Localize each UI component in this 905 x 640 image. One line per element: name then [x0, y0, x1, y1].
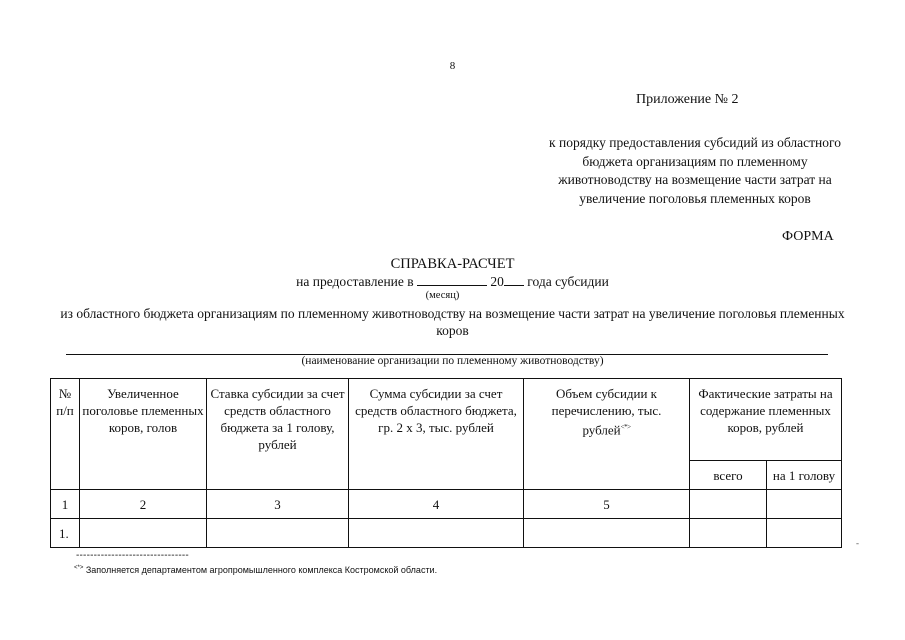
table-cell[interactable] — [690, 519, 767, 548]
footnote-marker: <*> — [620, 423, 631, 431]
table-cell: 1. — [51, 519, 80, 548]
header-subsidy-amount: Сумма субсидии за счет средств областного бюджета, гр. 2 х 3, тыс. рублей — [349, 379, 524, 490]
header-costs-per-head: на 1 голову — [767, 461, 842, 490]
purpose-text: из областного бюджета организациям по племенному животноводству на возмещение части затрат на увеличение поголовья племенных коров — [60, 306, 845, 338]
document-title: СПРАВКА-РАСЧЕТ — [390, 256, 515, 272]
table-row — [51, 519, 842, 548]
column-number-cell: 1 — [51, 490, 80, 519]
header-increased-livestock: Увеличенное поголовье племенных коров, голов — [80, 379, 207, 490]
column-number-cell: 5 — [524, 490, 690, 519]
table-cell[interactable] — [349, 519, 524, 548]
appendix-title: Приложение № 2 — [636, 92, 739, 107]
footnote-separator: -------------------------------- — [76, 550, 189, 561]
month-hint: (месяц) — [425, 290, 460, 301]
period-suffix: года субсидии — [527, 274, 609, 289]
column-number-cell: 4 — [349, 490, 524, 519]
table-cell[interactable] — [524, 519, 690, 548]
period-prefix: на предоставление в — [296, 274, 414, 289]
month-blank[interactable] — [417, 273, 487, 286]
header-subsidy-rate: Ставка субсидии за счет средств областного бюджета за 1 голову, рублей — [207, 379, 349, 490]
header-costs-total: всего — [690, 461, 767, 490]
column-number-cell: 3 — [207, 490, 349, 519]
table-header-row — [51, 379, 842, 461]
organization-name-hint: (наименование организации по племенному животноводству) — [301, 355, 604, 367]
header-actual-costs: Фактические затраты на содержание племенных коров, рублей — [690, 379, 842, 461]
page-number: 8 — [449, 60, 456, 72]
column-number-cell: 2 — [80, 490, 207, 519]
column-number-row — [51, 490, 842, 519]
footnote-marker-note: <*> — [74, 565, 84, 571]
column-number-cell — [767, 490, 842, 519]
year-prefix: 20 — [490, 274, 504, 289]
margin-mark: - — [856, 538, 859, 548]
header-subsidy-volume-label: Объем субсидии к перечислению, тыс. рублей — [551, 386, 662, 438]
footnote — [74, 565, 437, 575]
period-line — [0, 273, 905, 290]
form-label: ФОРМА — [782, 229, 834, 244]
subsidy-calculation-table — [50, 378, 842, 548]
header-subsidy-volume — [524, 379, 690, 490]
table-cell[interactable] — [767, 519, 842, 548]
year-blank[interactable] — [504, 273, 524, 286]
appendix-description: к порядку предоставления субсидий из областного бюджета организациям по племенному животноводству на возмещение части затрат на увеличение поголовья племенных коров — [549, 135, 841, 206]
footnote-text: Заполняется департаментом агропромышленного комплекса Костромской области. — [85, 565, 438, 575]
table-cell[interactable] — [80, 519, 207, 548]
header-number: № п/п — [51, 379, 80, 490]
column-number-cell — [690, 490, 767, 519]
table-cell[interactable] — [207, 519, 349, 548]
